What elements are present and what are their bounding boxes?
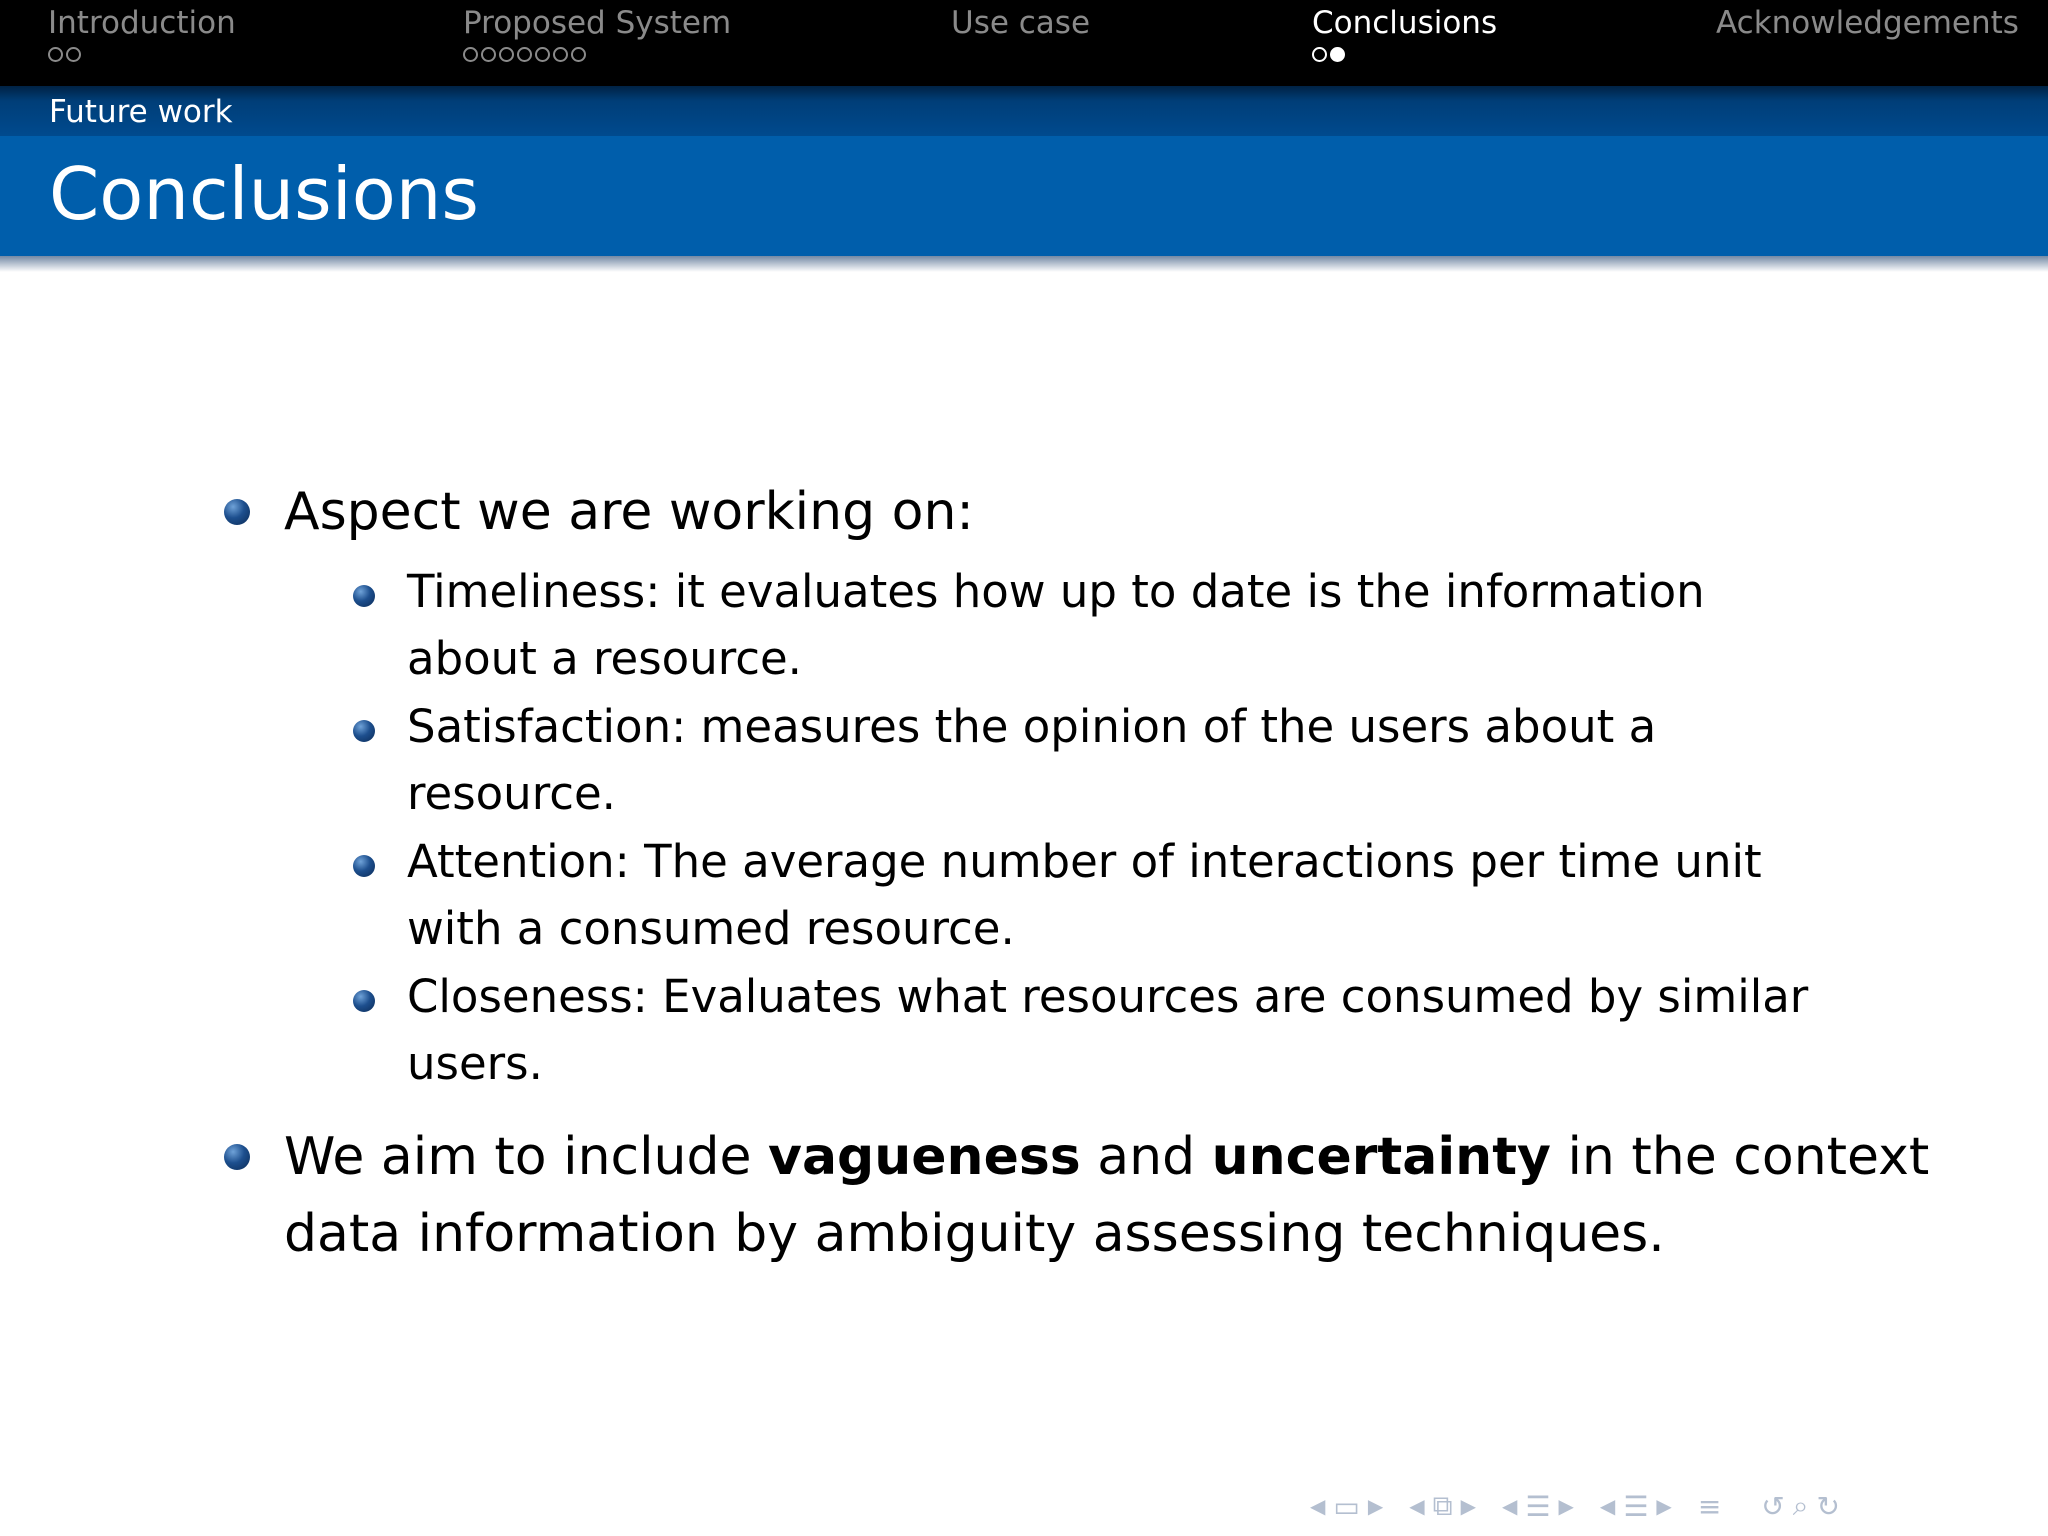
bullet-icon [224,1144,250,1170]
nav-forward-icon[interactable]: ↻ [1816,1489,1840,1523]
nav-section-conclusions[interactable] [1312,4,1497,62]
sub-bullet-icon [353,855,375,877]
bullet-item-vagueness-line2: data information by ambiguity assessing techniques. [284,1204,1665,1264]
bullet-item-aspects: Aspect we are working on: [284,482,974,542]
sub-item-timeliness-line2: about a resource. [407,632,802,685]
nav-section-use-case[interactable] [951,4,1090,42]
frame-title-bar [0,136,2048,256]
frame-dot[interactable] [1312,47,1327,62]
sub-item-closeness-line1: Closeness: Evaluates what resources are consumed by similar [407,970,1809,1023]
nav-subsection-icon[interactable] [1409,1489,1476,1523]
subsection-label[interactable]: Future work [49,94,233,130]
nav-section-proposed-system[interactable] [463,4,731,62]
bold-term-vagueness: vagueness [768,1127,1081,1187]
text-segment: We aim to include [284,1127,769,1187]
nav-left-arrow-icon[interactable]: ◀ [1409,1494,1425,1518]
presentation-icon[interactable]: ☰ [1623,1489,1649,1523]
sub-bullet-icon [353,720,375,742]
frame-dot[interactable] [481,47,496,62]
nav-left-arrow-icon[interactable]: ◀ [1599,1494,1616,1518]
nav-frame-dots [1312,47,1497,62]
subsection-icon[interactable]: ⧉ [1432,1489,1453,1522]
nav-section-icon[interactable] [1502,1490,1574,1523]
toc-icon[interactable]: ≡ [1697,1489,1722,1523]
frame-dot[interactable] [553,47,568,62]
section-navigation-bar [0,0,2048,86]
frame-dot[interactable] [463,47,478,62]
nav-section-introduction[interactable] [48,4,236,62]
nav-left-arrow-icon[interactable]: ◀ [1310,1494,1326,1518]
sub-bullet-icon [353,990,375,1012]
text-segment: in the context [1550,1127,1930,1187]
sub-item-attention-line2: with a consumed resource. [407,902,1015,955]
bold-term-uncertainty: uncertainty [1211,1127,1551,1187]
nav-right-arrow-icon[interactable]: ▶ [1656,1494,1672,1518]
frame-dot[interactable] [48,47,63,62]
bullet-icon [224,499,250,525]
nav-right-arrow-icon[interactable]: ▶ [1460,1494,1477,1518]
nav-search-icon[interactable]: ⌕ [1792,1489,1809,1522]
nav-section-label: Use case [951,5,1091,41]
frame-dot[interactable] [517,47,532,62]
nav-frame-dots [48,47,236,62]
nav-right-arrow-icon[interactable]: ▶ [1558,1494,1574,1518]
sub-item-attention-line1: Attention: The average number of interactions per time unit [407,835,1762,888]
nav-section-label: Conclusions [1312,5,1498,41]
nav-frame-dots [463,47,731,62]
title-shadow [0,256,2048,272]
nav-toc-icon[interactable] [1698,1490,1721,1523]
subsection-bar [0,86,2048,136]
nav-right-arrow-icon[interactable]: ▶ [1367,1494,1384,1518]
sub-bullet-icon [353,585,375,607]
nav-frame-icon[interactable] [1310,1490,1383,1523]
frame-dot[interactable] [535,47,550,62]
frame-dot[interactable] [66,47,81,62]
sub-item-satisfaction-line2: resource. [407,767,616,820]
frame-dot[interactable] [499,47,514,62]
frame-title: Conclusions [49,152,479,236]
nav-back-search-group [1761,1489,1840,1523]
text-segment: and [1080,1127,1212,1187]
bullet-item-vagueness-line1 [284,1119,1929,1196]
nav-back-icon[interactable]: ↺ [1761,1489,1785,1523]
frame-dot[interactable] [571,47,586,62]
nav-section-acknowledgements[interactable] [1716,4,2019,42]
nav-left-arrow-icon[interactable]: ◀ [1502,1494,1518,1518]
beamer-navigation-symbols [1310,1488,1840,1524]
nav-section-label: Introduction [48,5,236,41]
frame-icon[interactable]: ▭ [1333,1489,1360,1523]
sub-item-closeness-line2: users. [407,1037,543,1090]
nav-presentation-icon[interactable] [1600,1490,1672,1523]
nav-section-label: Proposed System [463,5,732,41]
sub-item-satisfaction-line1: Satisfaction: measures the opinion of the users about a [407,700,1657,753]
section-icon[interactable]: ☰ [1525,1489,1551,1523]
frame-dot-current[interactable] [1330,47,1345,62]
sub-item-timeliness-line1: Timeliness: it evaluates how up to date is the information [407,565,1705,618]
nav-section-label: Acknowledgements [1716,5,2019,41]
